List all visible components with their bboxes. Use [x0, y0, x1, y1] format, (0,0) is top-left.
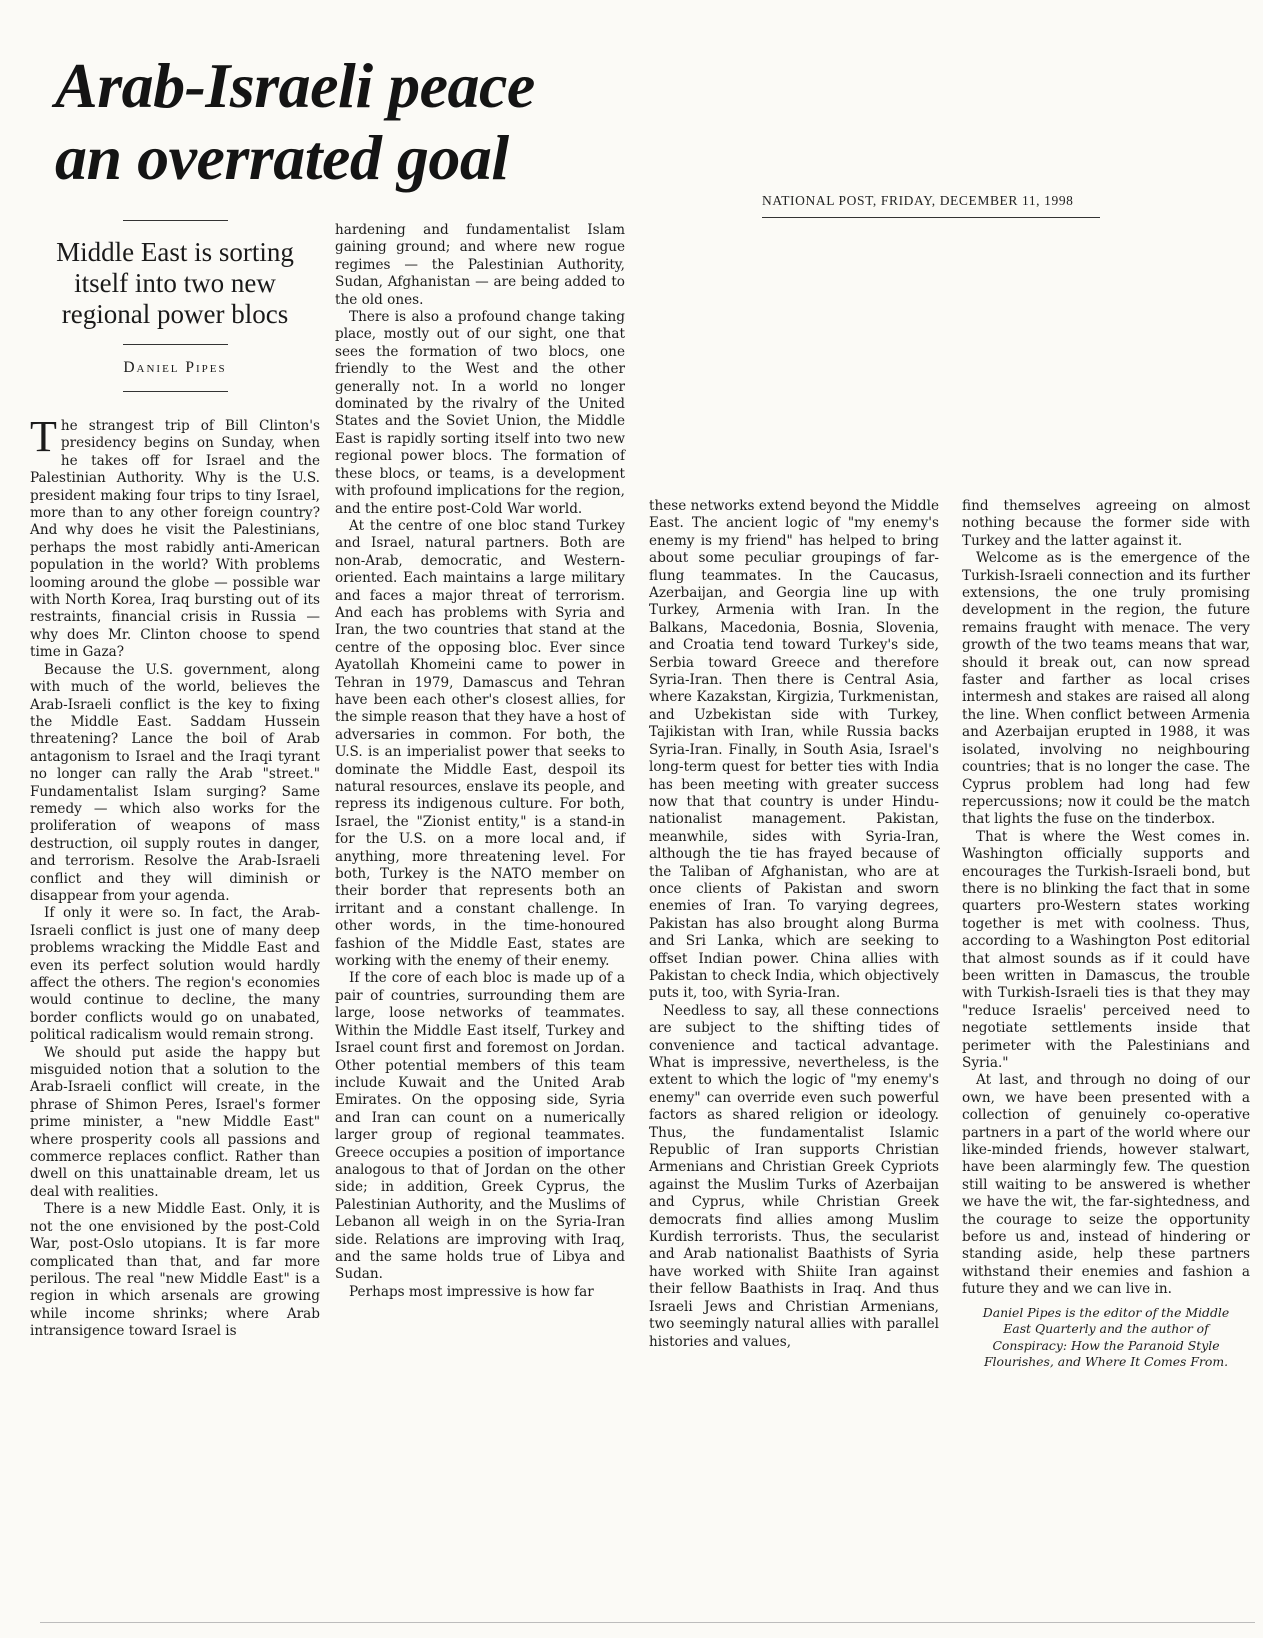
paragraph: That is where the West comes in. Washington officially supports and encourages the Turkish-Israeli bond, but there is no blinking the fact that in some quarters pro-Western states working together is met with coolness. Thus, according to a Washington Post editorial that almost sounds as if it could have been written in Damascus, the trouble with Turkish-Israeli ties is that they may "reduce Israelis' perceived need to negotiate settlements inside that perimeter with the Palestinians and Syria.": [962, 828, 1250, 1071]
paragraph: We should put aside the happy but misguided notion that a solution to the Arab-Israeli conflict will create, in the phrase of Shimon Peres, Israel's former prime minister, a "new Middle East" where prosperity cools all passions and commerce replaces conflict. Rather than dwell on this unattainable dream, let us deal with realities.: [30, 1044, 320, 1200]
headline-line-1: Arab-Israeli peace: [55, 50, 535, 121]
paragraph: There is also a profound change taking place, mostly out of our sight, one that sees the formation of two blocs, one friendly to the West and the other generally not. In a world no longer dominated by the rivalry of the United States and the Soviet Union, the Middle East is rapidly sorting itself into two new regional power blocs. The formation of these blocs, or teams, is a development with profound implications for the region, and the entire post-Cold War world.: [335, 309, 625, 517]
paragraph: hardening and fundamentalist Islam gaining ground; and where new rogue regimes — the Palestinian Authority, Sudan, Afghanistan — are being added to the old ones.: [335, 222, 625, 308]
paragraph: If only it were so. In fact, the Arab-Israeli conflict is just one of many deep problems wracking the Middle East and even its perfect solution would hardly affect the others. The region's economies would continue to decline, the many border conflicts would go on unabated, political radicalism would remain strong.: [30, 905, 320, 1044]
article-column-2: [335, 222, 625, 1301]
page-bottom-rule: [40, 1622, 1255, 1623]
byline-top-rule: [123, 344, 228, 345]
headline-line-2: an overrated goal: [55, 122, 509, 193]
paragraph: There is a new Middle East. Only, it is not the one envisioned by the post-Cold War, post-Oslo utopians. It is far more complicated than that, and far more perilous. The real "new Middle East" is a region in which arsenals are growing while income shrinks; where Arab intransigence toward Israel is: [30, 1201, 320, 1340]
drop-cap: T: [30, 412, 57, 461]
paragraph: At last, and through no doing of our own, we have been presented with a collection of genuinely co-operative partners in a part of the world where our like-minded friends, however stalwart, have been alarmingly few. The question still waiting to be answered is whether we have the wit, the far-sightedness, and the courage to seize the opportunity before us and, instead of hindering or standing aside, help these partners withstand their enemies and fashion a future they and we can live in.: [962, 1072, 1250, 1298]
byline-bottom-rule: [123, 391, 228, 392]
paragraph: these networks extend beyond the Middle East. The ancient logic of "my enemy's enemy is my friend" has helped to bring about some peculiar groupings of far-flung teammates. In the Caucasus, Azerbaijan, and Georgia line up with Turkey, Armenia with Iran. In the Balkans, Macedonia, Bosnia, Slovenia, and Croatia tend toward Turkey's side, Serbia toward Greece and therefore Syria-Iran. Then there is Central Asia, where Kazakstan, Kirgizia, Turkmenistan, and Uzbekistan side with Turkey, Tajikistan with Iran, while Russia backs Syria-Iran. Finally, in South Asia, Israel's long-term quest for better ties with India has been meeting with greater success now that that country is under Hindu-nationalist management. Pakistan, meanwhile, sides with Syria-Iran, although the tie has frayed because of the Taliban of Afghanistan, who are at once clients of Pakistan and sworn enemies of Iran. To varying degrees, Pakistan has also brought along Burma and Sri Lanka, which are seeking to offset Indian power. China allies with Pakistan to check India, which objectively puts it, too, with Syria-Iran.: [649, 498, 939, 1002]
byline: Daniel Pipes: [123, 359, 227, 376]
paragraph: Because the U.S. government, along with much of the world, believes the Arab-Israeli conflict is the key to fixing the Middle East. Saddam Hussein threatening? Lance the boil of Arab antagonism to Israel and the Iraqi tyrant no longer can rally the Arab "street." Fundamentalist Islam surging? Same remedy — which also works for the proliferation of weapons of mass destruction, oil supply routes in danger, and terrorism. Resolve the Arab-Israeli conflict and they will diminish or disappear from your agenda.: [30, 661, 320, 904]
paragraph: find themselves agreeing on almost nothing because the former side with Turkey and the latter against it.: [962, 498, 1250, 549]
paragraph: Perhaps most impressive is how far: [349, 1283, 594, 1300]
paragraph: Needless to say, all these connections are subject to the shifting tides of convenience and tactical advantage. What is impressive, nevertheless, is the extent to which the logic of "my enemy's enemy" can override even such powerful factors as shared religion or ideology. Thus, the fundamentalist Islamic Republic of Iran supports Christian Armenians and Christian Greek Cypriots against the Muslim Turks of Azerbaijan and Cyprus, while Christian Greek democrats find allies among Muslim Kurdish terrorists. Thus, the secularist and Arab nationalist Baathists of Syria have worked with Shiite Iran against their fellow Baathists in Iraq. And thus Israeli Jews and Christian Armenians, two seemingly natural allies with parallel histories and values,: [649, 1002, 939, 1350]
paragraph: Welcome as is the emergence of the Turkish-Israeli connection and its further extensions, the one truly promising development in the region, the future remains fraught with menace. The very growth of the two teams means that war, should it break out, can now spread faster and farther as local crises intermesh and stakes are raised all along the line. When conflict between Armenia and Azerbaijan erupted in 1988, it was isolated, involving no neighbouring countries; that is no longer the case. The Cyprus problem had long had few repercussions; now it could be the match that lights the fuse on the tinderbox.: [962, 550, 1250, 828]
paragraph: At the centre of one bloc stand Turkey and Israel, natural partners. Both are non-Arab, democratic, and Western-oriented. Each maintains a large military and faces a major threat of terrorism. And each has problems with Syria and Iran, the two countries that stand at the centre of the opposing bloc. Ever since Ayatollah Khomeini came to power in Tehran in 1979, Damascus and Tehran have been each other's closest allies, for the simple reason that they have a host of adversaries in common. For both, the U.S. is an imperialist power that seeks to dominate the Middle East, despoil its natural resources, enslave its people, and repress its indigenous culture. For both, Israel, the "Zionist entity," is a stand-in for the U.S. on a more local and, if anything, more threatening level. For both, Turkey is the NATO member on their border that represents both an irritant and a constant challenge. In other words, in the time-honoured fashion of the Middle East, states are working with the enemy of their enemy.: [335, 517, 625, 970]
author-bio: Daniel Pipes is the editor of the Middle East Quarterly and the author of Conspiracy: How the Paranoid Style Flourishes, and Where It Comes From.: [982, 1304, 1230, 1370]
paragraph: [30, 412, 320, 662]
article-column-4: [962, 498, 1250, 1371]
subhead-top-rule: [123, 220, 228, 221]
paragraph-text: he strangest trip of Bill Clinton's presidency begins on Sunday, when he takes off for Israel and the Palestinian Authority. Why is the U.S. president making four trips to tiny Israel, more than to any other foreign country? And why does he visit the Palestinians, perhaps the most rabidly anti-American population in the world? With problems looming around the globe — possible war with North Korea, Iraq bursting out of its restraints, financial crisis in Russia — why does Mr. Clinton choose to spend time in Gaza?: [30, 418, 320, 661]
paragraph: If the core of each bloc is made up of a pair of countries, surrounding them are large, loose networks of teammates. Within the Middle East itself, Turkey and Israel count first and foremost on Jordan. Other potential members of this team include Kuwait and the United Arab Emirates. On the opposing side, Syria and Iran can count on a numerically larger group of regional teammates. Greece occupies a position of importance analogous to that of Jordan on the other side; in addition, Greek Cyprus, the Palestinian Authority, and the Muslims of Lebanon all weigh in on the Syria-Iran side. Relations are improving with Iraq, and the same holds true of Libya and Sudan.: [335, 970, 625, 1283]
article-column-1: [30, 412, 320, 1341]
headline: [55, 50, 695, 194]
subhead: Middle East is sorting itself into two new regional power blocs: [56, 237, 294, 329]
article-column-3: [649, 498, 939, 1351]
deck: [30, 220, 320, 392]
dateline: NATIONAL POST, FRIDAY, DECEMBER 11, 1998: [762, 193, 1100, 218]
